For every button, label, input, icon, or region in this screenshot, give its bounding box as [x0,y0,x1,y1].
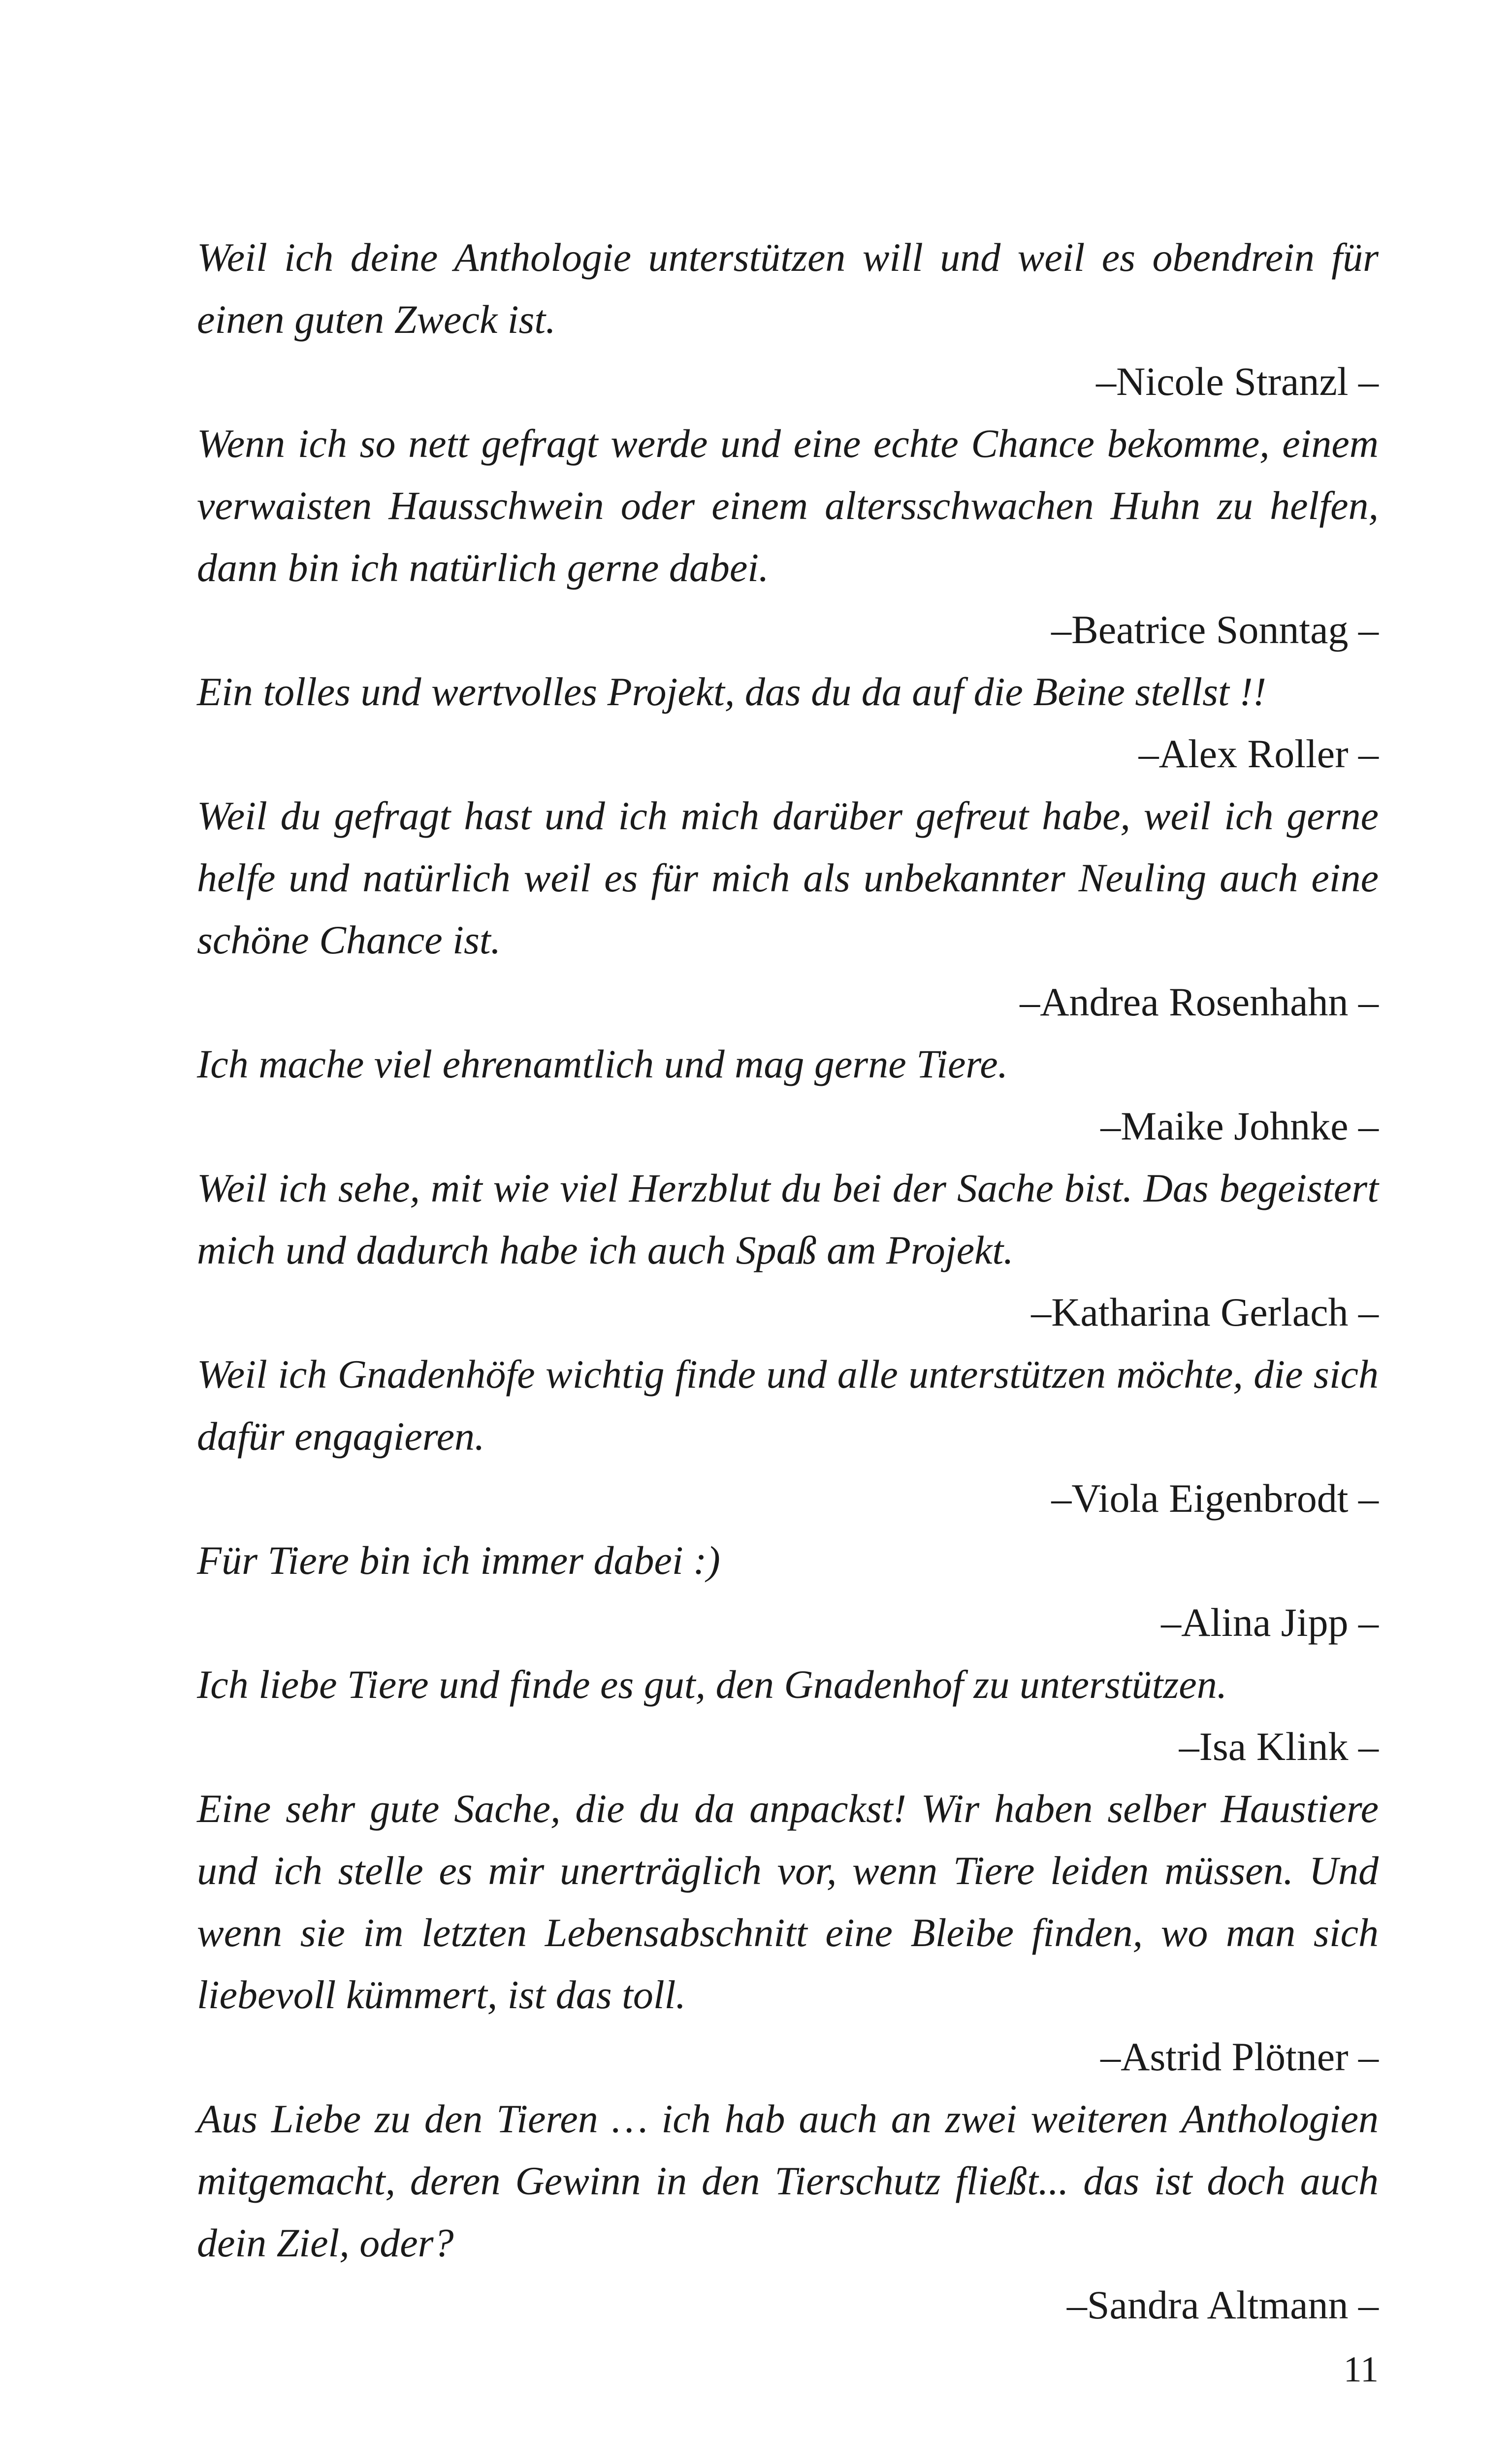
testimonial-author: –Isa Klink – [1179,1724,1379,1769]
testimonial-entry [197,413,1379,661]
testimonial-entry [197,1033,1379,1157]
testimonial-quote: Weil ich deine Anthologie unterstützen will und weil es obendrein für einen guten Zweck ist. [197,235,1379,342]
testimonial-entry [197,1778,1379,2088]
testimonial-entry [197,1157,1379,1343]
testimonial-entry [197,1530,1379,1654]
testimonial-quote: Für Tiere bin ich immer dabei :) [197,1538,720,1583]
testimonial-quote: Ich liebe Tiere und finde es gut, den Gnadenhof zu unterstützen. [197,1662,1227,1707]
testimonial-author: –Viola Eigenbrodt – [1051,1476,1379,1521]
testimonial-author: –Nicole Stranzl – [1096,359,1379,404]
testimonial-entry [197,2088,1379,2336]
testimonial-entry [197,1343,1379,1530]
testimonials-block [197,227,1379,2336]
testimonial-author: –Astrid Plötner – [1100,2034,1379,2079]
testimonial-author: –Beatrice Sonntag – [1051,607,1379,652]
testimonial-quote: Ein tolles und wertvolles Projekt, das du da auf die Beine stellst !! [197,669,1266,714]
testimonial-quote: Weil ich Gnadenhöfe wichtig finde und alle unterstützen möchte, die sich dafür engagieren. [197,1352,1379,1459]
testimonial-quote: Wenn ich so nett gefragt werde und eine echte Chance bekomme, einem verwaisten Hausschwein oder einem altersschwachen Huhn zu helfen, dann bin ich natürlich gerne dabei. [197,421,1379,590]
testimonial-author: –Alex Roller – [1138,731,1379,776]
testimonial-author: –Andrea Rosenhahn – [1020,979,1379,1024]
testimonial-author: –Sandra Altmann – [1066,2282,1379,2327]
testimonial-quote: Ich mache viel ehrenamtlich und mag gerne Tiere. [197,1042,1008,1086]
testimonial-quote: Aus Liebe zu den Tieren … ich hab auch an zwei weiteren Anthologien mitgemacht, deren Gewinn in den Tierschutz fließt... das ist doch auch dein Ziel, oder? [197,2096,1379,2265]
testimonial-entry [197,785,1379,1033]
testimonial-author: –Katharina Gerlach – [1031,1290,1379,1335]
testimonial-author: –Maike Johnke – [1100,1104,1379,1148]
testimonial-author: –Alina Jipp – [1161,1600,1379,1645]
testimonial-entry [197,1654,1379,1778]
testimonial-entry [197,227,1379,413]
testimonial-quote: Eine sehr gute Sache, die du da anpackst! Wir haben selber Haustiere und ich stelle es mir unerträglich vor, wenn Tiere leiden müssen. Und wenn sie im letzten Lebensabschnitt eine Bleibe finden, wo man sich liebevoll kümmert, ist das toll. [197,1786,1379,2017]
page-number: 11 [1343,2349,1379,2390]
testimonial-entry [197,661,1379,785]
testimonial-quote: Weil ich sehe, mit wie viel Herzblut du bei der Sache bist. Das begeistert mich und dadurch habe ich auch Spaß am Projekt. [197,1166,1379,1272]
testimonial-quote: Weil du gefragt hast und ich mich darüber gefreut habe, weil ich gerne helfe und natürlich weil es für mich als unbekannter Neuling auch eine schöne Chance ist. [197,793,1379,962]
